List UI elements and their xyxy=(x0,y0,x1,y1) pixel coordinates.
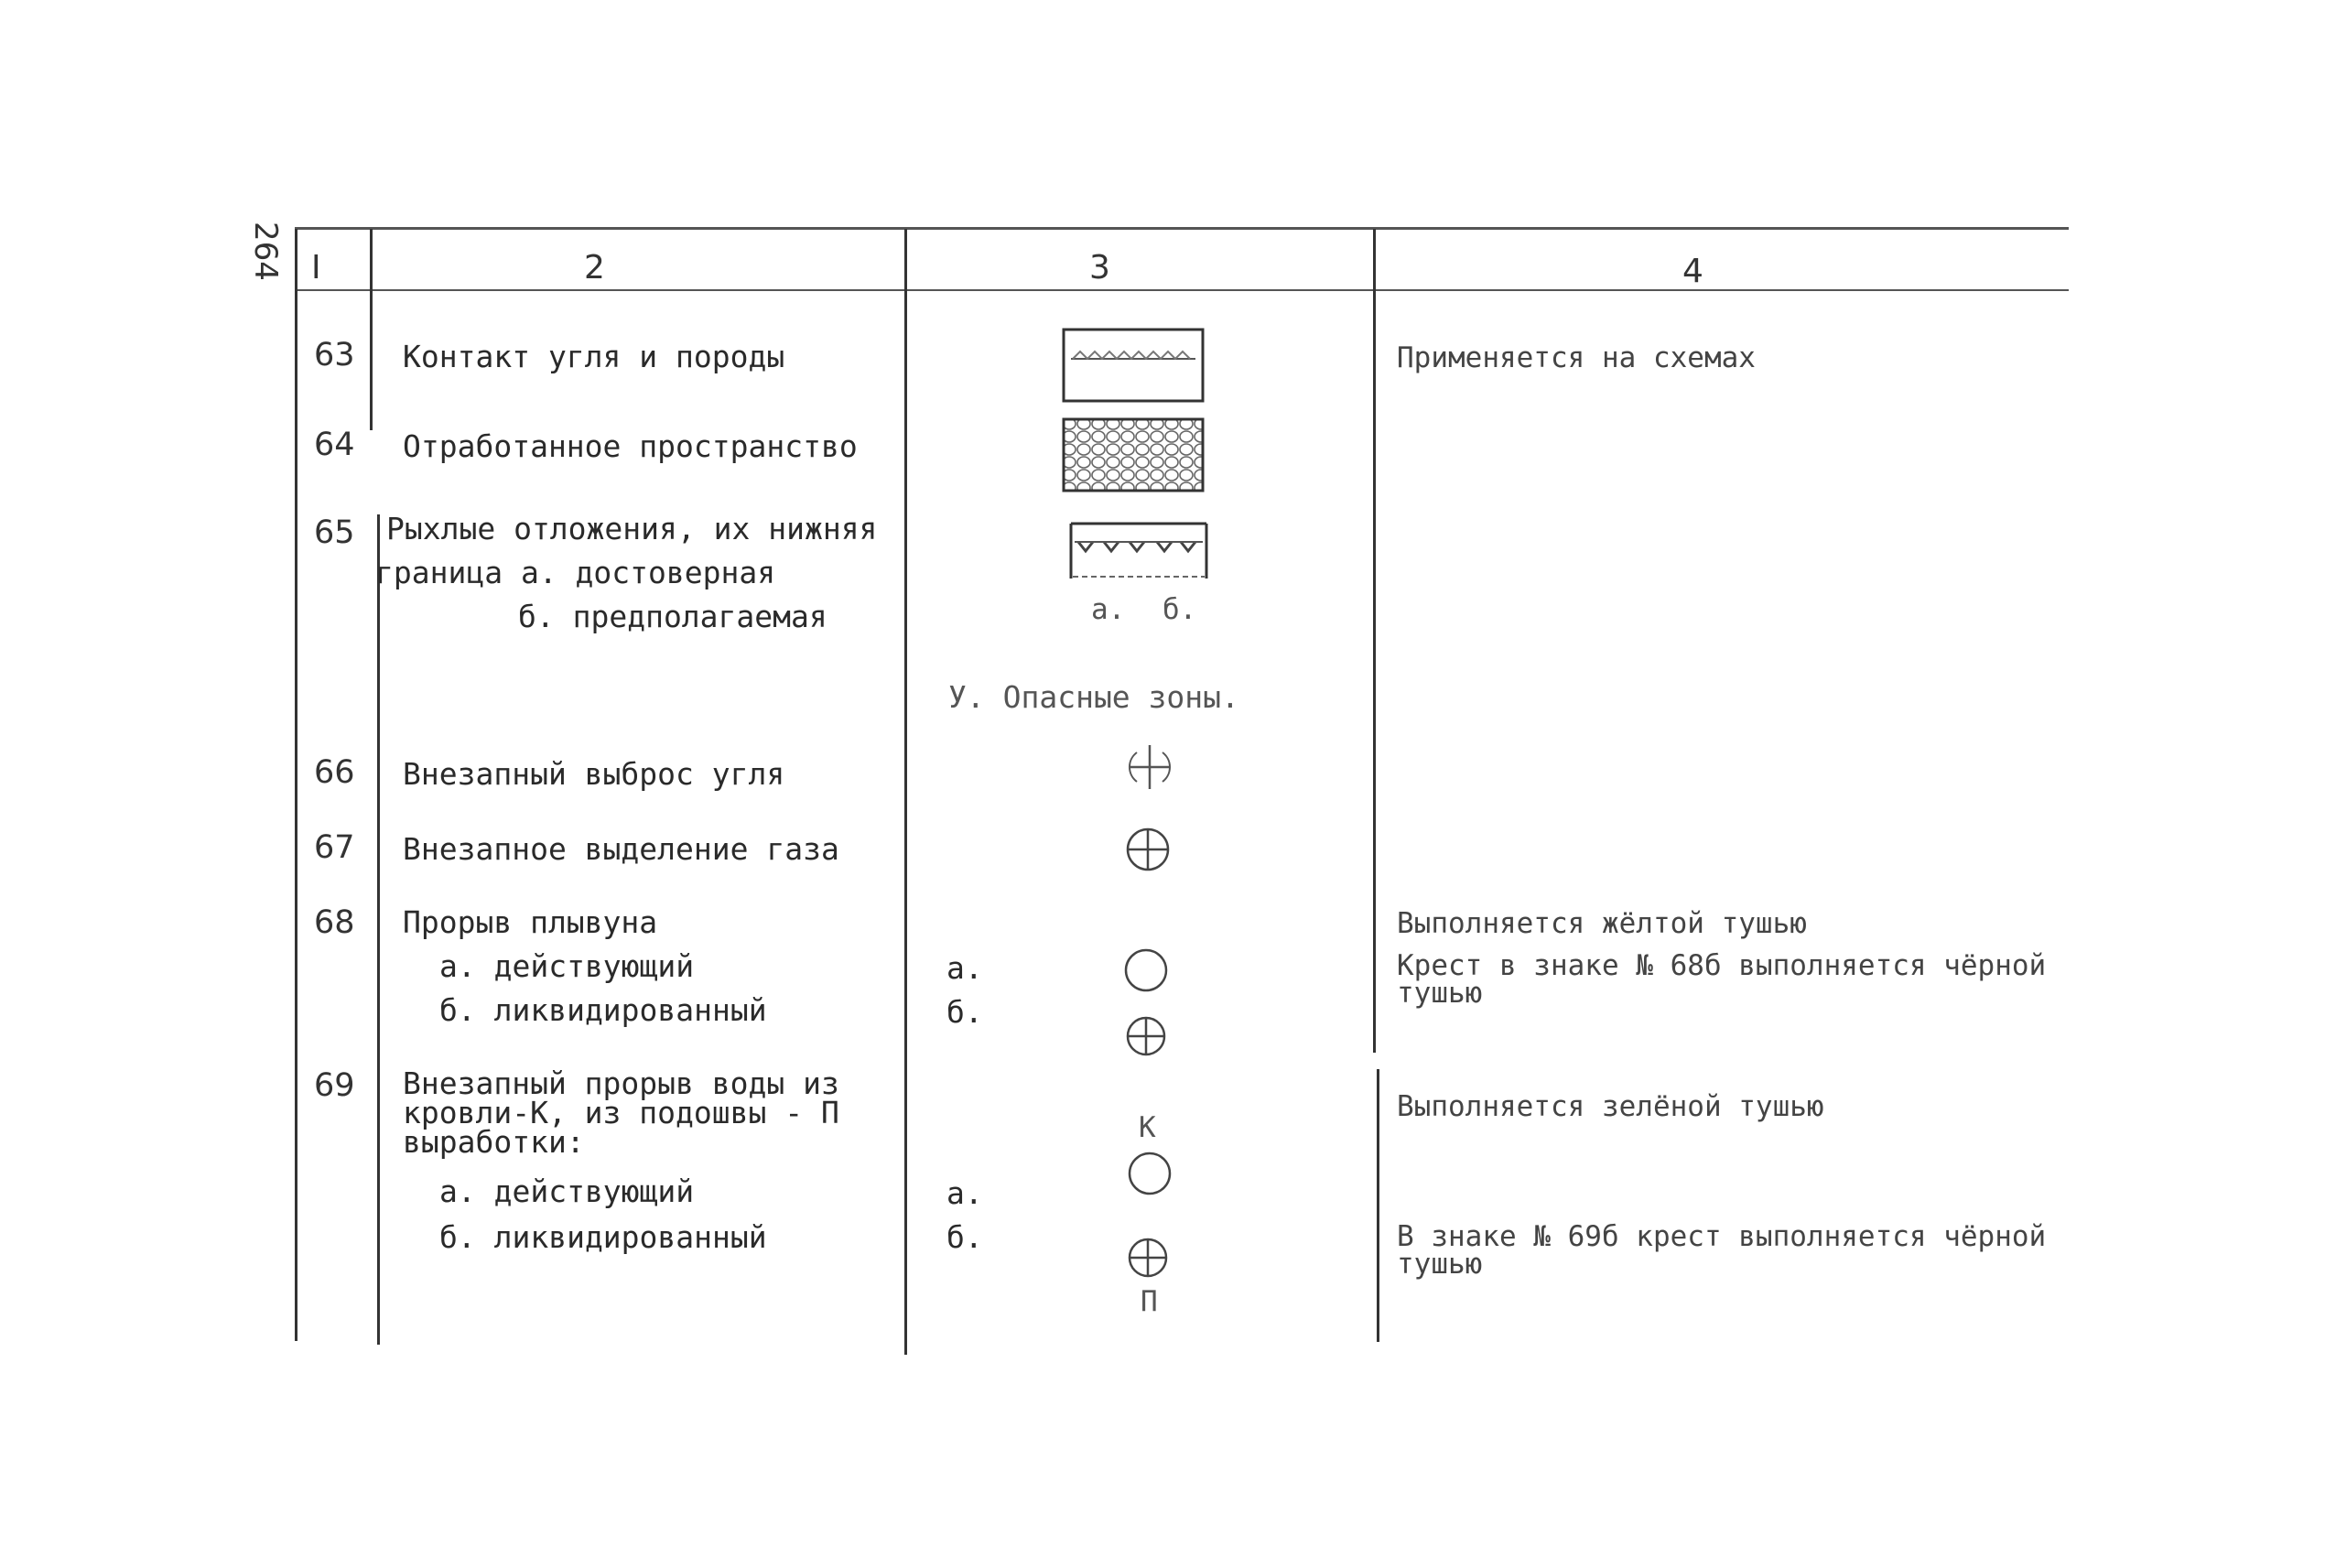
row-69-label-b: б. xyxy=(946,1219,983,1255)
column-line-4b xyxy=(1377,1069,1379,1342)
header-col-2: 2 xyxy=(584,249,605,287)
row-63-name: Контакт угля и породы xyxy=(403,339,785,374)
loose-deposits-boundary-symbol xyxy=(1067,522,1210,586)
row-63-number: 63 xyxy=(314,337,355,373)
row-68-sub-a: а. действующий xyxy=(439,948,695,984)
row-68-note-1: Выполняется жёлтой тушью xyxy=(1397,907,1807,940)
coal-rock-contact-symbol xyxy=(1062,328,1208,405)
row-66-number: 66 xyxy=(314,754,355,791)
row-69-name: Внезапный прорыв воды из кровли-К, из подошвы - П выработки: xyxy=(403,1065,839,1160)
row-69-note-1: Выполняется зелёной тушью xyxy=(1397,1090,1824,1123)
row-69-sub-b: б. ликвидированный xyxy=(439,1219,767,1255)
water-breakthrough-liquidated-crossed-icon xyxy=(1124,1234,1172,1281)
sudden-gas-release-symbol xyxy=(1122,824,1173,875)
column-line-2b xyxy=(377,514,380,1345)
row-64-number: 64 xyxy=(314,427,355,463)
quicksand-active-circle-icon xyxy=(1120,945,1172,996)
row-65-line-1: Рыхлые отложения, их нижняя xyxy=(386,511,878,546)
column-line-1 xyxy=(295,229,297,1341)
row-67-name: Внезапное выделение газа xyxy=(403,831,839,867)
header-col-1: I xyxy=(311,249,321,287)
header-bottom-rule xyxy=(295,289,2069,291)
column-line-3 xyxy=(904,229,907,1355)
column-line-4 xyxy=(1373,229,1376,1053)
roof-letter-k: К xyxy=(1139,1111,1156,1144)
section-title: У. Опасные зоны. xyxy=(948,679,1239,715)
row-68-note-2: Крест в знаке № 68б выполняется чёрной тушью xyxy=(1397,949,2047,1010)
row-69-label-a: а. xyxy=(946,1175,983,1211)
row-68-label-b: б. xyxy=(946,994,983,1030)
row-65-symbol-label-b: б. xyxy=(1162,593,1197,626)
row-67-number: 67 xyxy=(314,829,355,866)
row-69-number: 69 xyxy=(314,1067,355,1104)
row-68-number: 68 xyxy=(314,904,355,941)
row-65-number: 65 xyxy=(314,514,355,551)
worked-out-space-symbol xyxy=(1062,417,1208,494)
column-line-2 xyxy=(370,229,373,430)
row-63-note: Применяется на схемах xyxy=(1397,341,1756,374)
page-number: 264 xyxy=(247,222,284,281)
sudden-coal-outburst-symbol xyxy=(1124,741,1175,793)
row-68-label-a: а. xyxy=(946,950,983,986)
row-65-symbol-label-a: а. xyxy=(1091,593,1126,626)
quicksand-liquidated-crossed-icon xyxy=(1122,1012,1170,1060)
row-64-name: Отработанное пространство xyxy=(403,428,858,464)
row-65-line-2: граница а. достоверная xyxy=(375,555,776,590)
header-col-3: 3 xyxy=(1089,249,1110,287)
header-col-4: 4 xyxy=(1682,253,1703,290)
row-68-name: Прорыв плывуна xyxy=(403,904,658,940)
table-top-rule xyxy=(295,227,2069,230)
water-breakthrough-active-circle-icon xyxy=(1124,1148,1175,1199)
row-68-sub-b: б. ликвидированный xyxy=(439,992,767,1028)
row-65-line-3: б. предполагаемая xyxy=(518,599,827,634)
floor-letter-p: П xyxy=(1141,1285,1158,1318)
row-69-sub-a: а. действующий xyxy=(439,1173,695,1209)
row-66-name: Внезапный выброс угля xyxy=(403,756,785,792)
row-69-note-2: В знаке № 69б крест выполняется чёрной тушью xyxy=(1397,1220,2047,1281)
